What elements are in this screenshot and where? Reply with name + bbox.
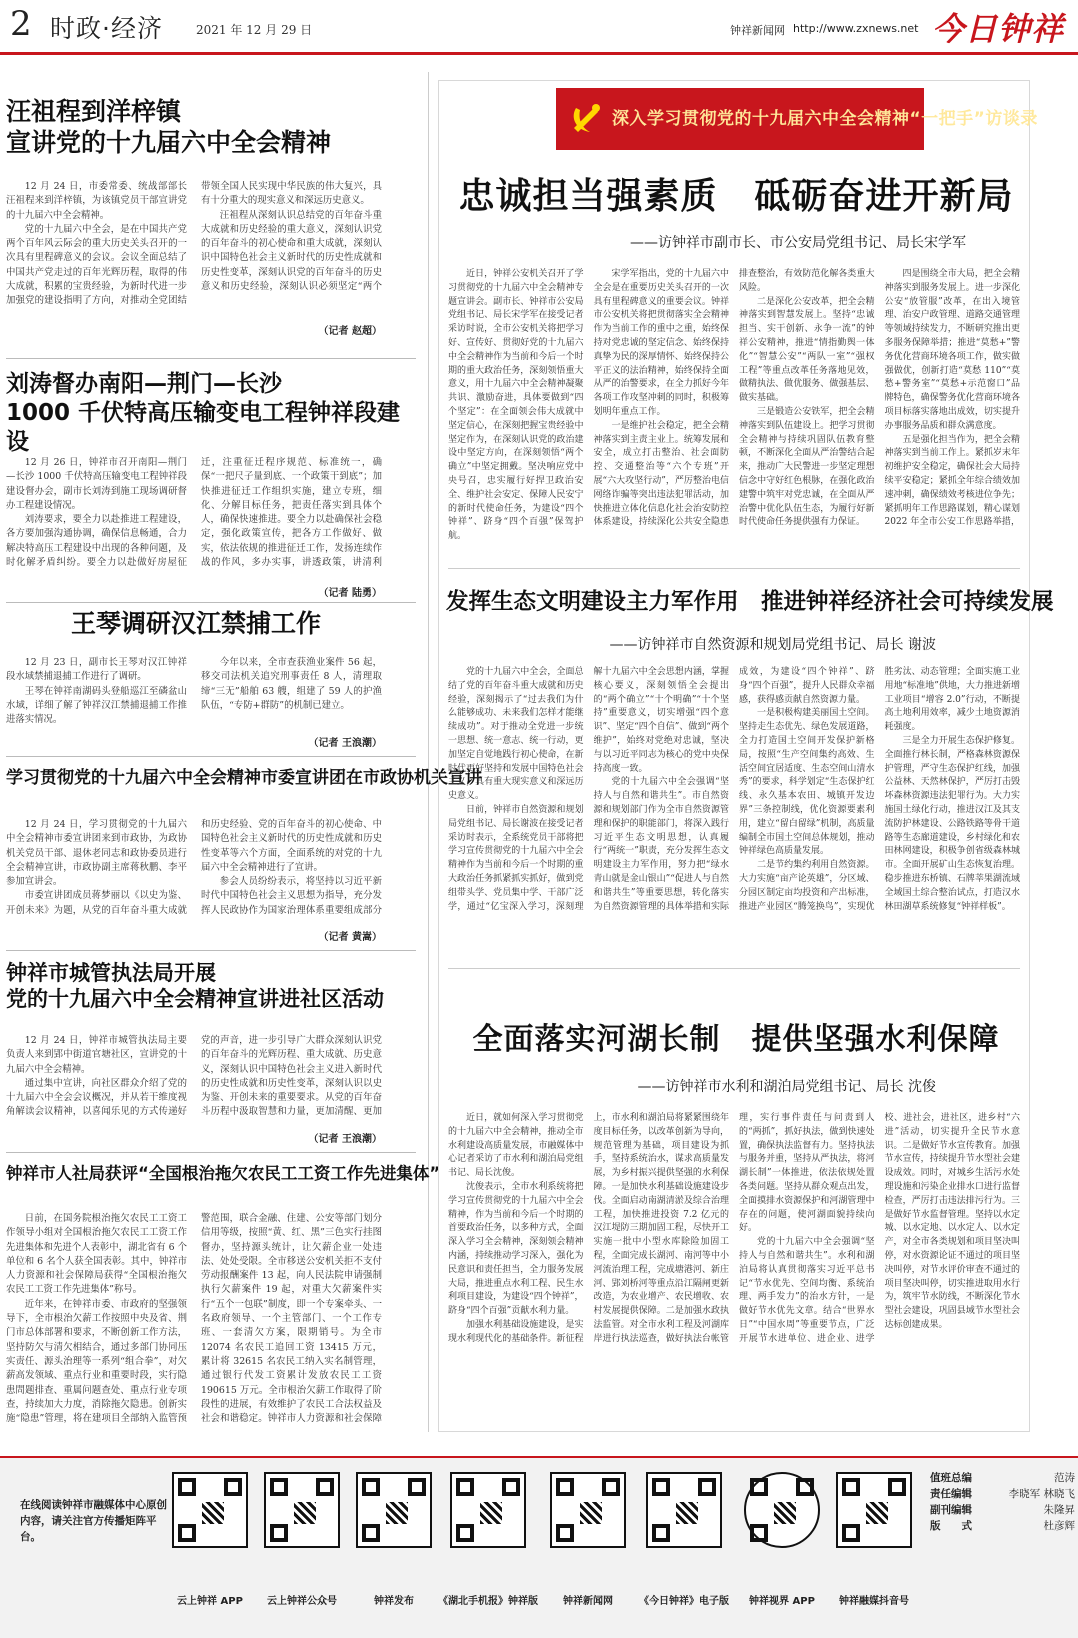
issue-date: 2021 年 12 月 29 日 xyxy=(196,23,313,37)
qr-code-icon[interactable] xyxy=(744,1472,820,1548)
paragraph: 日前，在国务院根治拖欠农民工工资工作领导小组对全国根治拖欠农民工工资工作先进集体和先进个人表彰中，湖北省有 6 个单位和 6 名个人获全国表彰。其中，钟祥市人力资源和社会保障局获得“全国根治拖欠农民工工资工作先进集体”称号。 xyxy=(6,1213,187,1296)
qr-code-icon[interactable] xyxy=(550,1472,626,1548)
credit-row xyxy=(930,1502,1075,1518)
paragraph: 加强水利基础设施建设，是实现水利现代化的基础条件。新征程上，市水利和湖泊局将紧紧围绕年度目标任务，以改革创新为导向，规范管理为基础，项目建设为抓手，坚持系统治水，谋求高质量发展，为乡村振兴提供坚强的水利保障。一是加快水利基础设施建设步伐。全面启动南湖清淤及综合治理工程，加快推进投资 7.2 亿元的汉江堤防三期加固工程，尽快开工实施一批中小型水库除险加固工程，全面完成长湖河、南河等中小河流治理工程，完成塘港河、新庄河、郢刘桥河等重点沿江隔闸更新改造，为农业增产、农民增收、农村发展提供保障。二是加强水政执法监管。对全市水利工程及河湖库岸进行执法巡查，做好执法台帐管理，实行事件责任与问责到人的“两抓”，抓好执法，做到快速处置，确保执法监督有力。坚持执法与服务并重，坚持从严执法，将河湖长制”一体推进，依法依规处置各类问题。坚持从群众观点出发，全面摸排水资源保护和河湖管理中存在的问题，使河湖面貌持续向好。 xyxy=(448,1113,875,1344)
credit-value: 朱隆昇 xyxy=(1043,1504,1075,1516)
article-4-body xyxy=(6,818,382,932)
article-1-title xyxy=(6,96,406,159)
qr-code-icon[interactable] xyxy=(646,1472,722,1548)
paragraph: 12 月 24 日，市委常委、统战部部长汪祖程来到洋梓镇，为该镇党员干部宣讲党的十九届六中全会精神。 xyxy=(6,181,187,221)
feature-3-title: 全面落实河湖长制 提供坚强水利保障 xyxy=(472,1022,1000,1057)
paragraph: 三是锻造公安铁军，把全会精神落实到队伍建设上。把学习贯彻全会精神与持续巩固队伍教育整顿，不断深化全面从严治警结合起来，推动广大民警进一步坚定理想信念中守好红色根脉，在强化政治建警中筑牢对党忠诚，在全面从严治警中优化队伍生态，为履行好新时代使命任务提供强有力保证。 xyxy=(739,406,875,528)
feature-3-subtitle: ——访钟祥市水利和湖泊局党组书记、局长 沈俊 xyxy=(637,1079,936,1095)
footer-note: 在线阅读钟祥市融媒体中心原创内容，请关注官方传播矩阵平台。 xyxy=(20,1499,167,1543)
article-1-body xyxy=(6,180,382,322)
article-3-body xyxy=(6,656,382,740)
article-1-title-line-2: 宣讲党的十九届六中全会精神 xyxy=(6,128,332,158)
paragraph: 宋学军指出，党的十九届六中全会是在重要历史关头召开的一次具有里程碑意义的重要会议。钟祥市公安机关将把贯彻落实全会精神作为当前工作的重中之重，始终保持对党忠诚的坚定信念、始终保持真挚为民的深厚情怀、始终保持公平正义的法治精神，始终保持全面从严的治警要求，在全力抓好今年各项工作攻坚冲刺的同时，积极筹划明年重点工作。 xyxy=(593,269,729,417)
feature-2-subtitle: ——访钟祥市自然资源和规划局党组书记、局长 谢波 xyxy=(609,637,936,653)
divider xyxy=(448,568,1020,569)
brand-logo: 今日钟祥 xyxy=(932,10,1065,48)
feature-1-body xyxy=(448,268,1020,550)
feature-1-subtitle: ——访钟祥市副市长、市公安局党组书记、局长宋学军 xyxy=(630,235,966,251)
article-5-title-line-1: 钟祥市城管执法局开展 xyxy=(6,961,216,985)
divider xyxy=(448,968,1020,969)
divider xyxy=(6,1152,416,1153)
party-emblem-icon xyxy=(566,98,606,138)
article-2-title xyxy=(6,370,406,456)
paragraph: 12 月 26 日，钟祥市召开南阳—荆门—长沙 1000 千伏特高压输变电工程钟祥段建设督办会，副市长刘涛到施工现场调研督办工程建设情况。 xyxy=(6,457,187,511)
qr-label: 云上钟祥 APP xyxy=(177,1596,243,1607)
credit-value: 范涛 xyxy=(1054,1472,1075,1484)
qr-code-icon[interactable] xyxy=(450,1472,526,1548)
credit-key: 副刊编辑 xyxy=(930,1504,972,1516)
divider xyxy=(6,358,416,359)
article-1-title-line-1: 汪祖程到洋梓镇 xyxy=(6,97,182,126)
qr-label: 《今日钟祥》电子版 xyxy=(639,1596,729,1607)
paragraph: 党的十九届六中全会，是在中国共产党两个百年风云际会的重大历史关头召开的一次具有里程碑意义的会议。会议全面总结了中国共产党走过的百年光辉历程，取得的伟大成就，积累的宝贵经验，为新时代进一步加强党的建设指明了方向，对推动全党团结带领全国人民实现中华民族的伟大复兴，具有十分重大的现实意义和深远历史意义。 xyxy=(6,181,382,307)
article-2-title-line-2: 1000 千伏特高压输变电工程钟祥段建设 xyxy=(6,399,401,455)
qr-code-icon[interactable] xyxy=(356,1472,432,1548)
article-2-title-line-1: 刘涛督办南阳—荆门—长沙 xyxy=(6,371,282,397)
footer xyxy=(0,1456,1078,1638)
paragraph: 刘涛要求，要全力以赴推进工程建设，各方要加强沟通协调，确保信息畅通，合力解决特高压工程建设中出现的各种问题，及时化解矛盾纠纷。要全力以赴做好房屋征迁，注重征迁程序规范、标准统一，确保“一把尺子量到底、一个政策干到底”；加快推进征迁工作组织实施，建立专班，细化、分解目标任务，把责任落实到具体个人，确保快速推进。要全力以赴确保社会稳定，强化政策宣传，把各方工作做好、做实，依法依规的推进征迁工作，发扬连续作战的作风，多办实事，讲透政策，讲清利 xyxy=(6,457,382,569)
feature-2-body xyxy=(448,666,1020,952)
paragraph: 市委宣讲团成员蒋梦丽以《以史为鉴、开创未来》为题，从党的百年奋斗重大成就和历史经验、党的百年奋斗的初心使命、中国特色社会主义新时代的历史性成就和历史性变革等六个方面，全面系统的对党的十九届六中全会精神进行了宣讲。 xyxy=(6,819,382,916)
paragraph: 王琴在钟祥南湖码头登船巡江至磷盆山水域，详细了解了钟祥汉江禁捕退捕工作推进落实情况。 xyxy=(6,685,187,726)
article-3-byline: （记者 王浪潮） xyxy=(308,738,382,749)
paragraph: 一是积极构建美丽国土空间。坚持走生态优先、绿色发展道路，全力打造国土空间开发保护新格局，按照“生产空间集约高效、生活空间宜居适度、生态空间山清水秀”的要求，科学划定“生态保护红线、永久基本农田、城镇开发边界”三条控制线，优化资源要素利用，建立“留白留绿”机制，高质量编制全市国土空间总体规划，推动钟祥绿色高质量发展。 xyxy=(739,708,875,857)
page-number: 2 xyxy=(10,4,32,44)
paragraph: 12 月 24 日，钟祥市城管执法局主要负责人来到郢中街道官塘社区，宣讲党的十九届六中全会精神。 xyxy=(6,1035,187,1075)
paragraph: 四是围绕全市大局，把全会精神落实到服务发展上。进一步深化公安“放管服”改革，在出入境管理、治安户政管理、道路交通管理等领域持续发力，不断研究推出更多服务保障举措；推进“莫愁+”警务优化营商环境各项工作，做实做强做优，创新打造“莫愁 110”“莫愁+警务室”“莫愁+示范窗口”品牌特色，确保警务优化营商环境各项目标落实落地出成效，切实提升办事服务品质和群众满意度。 xyxy=(884,269,1020,431)
article-3-title: 王琴调研汉江禁捕工作 xyxy=(70,609,321,638)
paragraph: 今年以来，全市查获渔业案件 56 起，移交司法机关追究刑事责任 8 人，清理取缔“三无”船舶 63 艘，组建了 59 人的护渔队伍，“专防+群防”的机制已建立。 xyxy=(201,657,382,711)
qr-code-icon[interactable] xyxy=(836,1472,912,1548)
credit-row xyxy=(930,1486,1075,1502)
paragraph: 二是节约集约利用自然资源。大力实施“亩产论英雄”，分区域、分园区制定亩均投资和产出标准，推进产业园区“腾笼换鸟”，实现优胜劣汰、动态管理；全面实施工业用地“标准地”供地，大力推进新增工业项目“增容 2.0”行动，不断提高土地利用效率，减少土地资源消耗强度。 xyxy=(739,667,1020,912)
qr-label: 钟祥新闻网 xyxy=(563,1596,613,1607)
credit-row xyxy=(930,1470,1075,1486)
divider xyxy=(6,950,416,951)
qr-label: 云上钟祥公众号 xyxy=(267,1596,337,1607)
column-divider xyxy=(428,72,429,1432)
qr-label: 《湖北手机报》钟祥版 xyxy=(438,1596,538,1607)
site-name: 钟祥新闻网 xyxy=(730,24,785,37)
qr-label: 钟祥视界 APP xyxy=(749,1596,815,1607)
paragraph: 参会人员纷纷表示，将坚持以习近平新时代中国特色社会主义思想为指导，充分发挥人民政协作为国家治理体系重要组成部分 xyxy=(201,876,382,916)
article-6-title: 钟祥市人社局获评“全国根治拖欠农民工工资工作先进集体” xyxy=(6,1164,441,1183)
credit-row xyxy=(930,1518,1075,1534)
paragraph: 党的十九届六中全会强调“坚持人与自然和谐共生”。水利和湖泊局将认真贯彻落实习近平总书记“节水优先、空间均衡、系统治理、两手发力”的治水方针，一是做好节水优先文章。结合“世界水日”“中国水周”等重要节点，广泛开展节水进单位、进企业、进学校、进社会，进社区，进乡村“六进”活动，切实提升全民节水意识。二是做好节水宣传教育。加强节水宣传，持续提升节水型社会建设成效。同时，对城乡生活污水处理设施和污染企业排水口进行监督检查，严厉打击违法排污行为。三是做好节水监督管理。坚持以水定城、以水定地、以水定人、以水定产，对全市各类规划和项目坚决叫停，对水资源论证不通过的项目坚决叫停，对节水评价审查不通过的项目坚决叫停，切实推进取用水行为，筑牢节水防线，不断深化节水型社会建设，巩固县域节水型社会达标创建成果。 xyxy=(739,1113,1020,1344)
paragraph: 一是维护社会稳定，把全会精神落实到主责主业上。统筹发展和安全，成立打击整治、社会面防控、交通整治等“六个专班”开展“六大攻坚行动”，严厉整治电信网络诈骗等突出违法犯罪活动，加快推进立体化信息化社会治安防控体系建设，持续深化公共安全隐患排查整治，有效防范化解各类重大风险。 xyxy=(593,269,875,528)
editorial-credits xyxy=(930,1470,1075,1534)
divider xyxy=(6,602,416,603)
paragraph: 近年来，在钟祥市委、市政府的坚强领导下，全市根治欠薪工作按照中央及省、荆门市总体部署和要求，不断创新工作方法，坚持防欠与清欠相结合，通过多部门协同压实责任、源头治理等一系列“组合拳”，对欠薪高发领域、重点行业和重要时段，实行隐患問题排查、重属问题查处、重点行业专项查，持续加大力度，消除拖欠隐患。创新实施“隐患”管理，将在建项目全部纳入监管预警范围，联合金融、住建、公安等部门划分信用等级，按照“黄、红、黑”三色实行挂图督办，坚持源头统计，让欠薪企业一处违法、处处受限。全市移送公安机关拒不支付劳动报酬案件 13 起，向人民法院申请强制执行欠薪案件 19 起，对重大欠薪案件实行“五个一包联”制度，即一个专案牵头、一名政府领导、一个主管部门、一个工作专班、一套清欠方案，限期销号。为全市 12074 名农民工追回工资 13415 万元，累计将 32615 名农民工纳入实名制管理，通过银行代发工资累计发放农民工工资 190615 万元。全市根治欠薪工作取得了阶段性的进展，有效维护了农民工合法权益及社会和谐稳定。钟祥市人力资源和社会保障 xyxy=(6,1213,382,1425)
article-5-body xyxy=(6,1034,382,1134)
article-4-title: 学习贯彻党的十九届六中全会精神市委宣讲团在市政协机关宣讲 xyxy=(6,768,482,788)
article-2-byline: （记者 陆勇） xyxy=(318,588,382,599)
paragraph: 通过集中宣讲，向社区群众介绍了党的十九届六中全会会议概况，并从若干维度视角解读会议精神，以喜闻乐见的方式传递好党的声音，进一步引导广大群众深刻认识党的百年奋斗的光辉历程、重大成就、历史意义，深刻认识中国特色社会主义进入新时代的历史性成就和历史性变革，深刻认识以史为鉴、开创未来的重要要求。从党的百年奋斗历程中汲取智慧和力量，更加清醒、更加 xyxy=(6,1035,382,1118)
credit-value: 杜彦辉 xyxy=(1043,1520,1075,1532)
feature-2-title: 发挥生态文明建设主力军作用 推进钟祥经济社会可持续发展 xyxy=(446,589,1054,615)
paragraph: 汪祖程从深刻认识总结党的百年奋斗重大成就和历史经验的重大意义，深刻认识党的百年奋斗的初心使命和重大成就，深刻认识中国特色社会主义新时代的历史性成就和历史性变革，深刻认识党的百年奋斗的历史意义和历史经验，深刻认识必须坚定“两个 xyxy=(201,209,382,293)
credit-key: 责任编辑 xyxy=(930,1488,972,1500)
section-title: 时政·经济 xyxy=(50,14,163,43)
feature-banner-text: 深入学习贯彻党的十九届六中全会精神“一把手”访谈录 xyxy=(612,109,1038,129)
feature-3-body xyxy=(448,1112,1020,1424)
qr-code-icon[interactable] xyxy=(264,1472,340,1548)
paragraph: 沈俊表示，全市水利系统将把学习宣传贯彻党的十九届六中全会精神，作为当前和今后一个时期的首要政治任务，以多种方式，全面深入学习全会精神，深刻领会精神内涵，持续推动学习深入，强化为民意识和责任担当，全力服务发展大局，推进重点水利工程、民生水利项目建设，为建设“四个钟祥”，跻身“四个百强”贡献水利力量。 xyxy=(448,1181,584,1317)
qr-label: 钟祥发布 xyxy=(374,1596,414,1607)
article-5-byline: （记者 王浪潮） xyxy=(308,1134,382,1145)
qr-label: 钟祥融媒抖音号 xyxy=(839,1596,909,1607)
paragraph: 党的十九届六中全会，全面总结了党的百年奋斗重大成就和历史经验，深刻揭示了“过去我们为什么能够成功、未来我们怎样才能继续成功”。对于推动全党进一步统一思想、统一意志、统一行动，更加坚定自觉地践行初心使命，在新时代更好坚持和发展中国特色社会主义，具有重大现实意义和深远历史意义。 xyxy=(448,667,584,802)
paragraph: 三是全力开展生态保护修复。全面推行林长制，严格森林资源保护管理，严守生态保护红线，加强公益林、天然林保护，严厉打击毁坏森林资源违法犯罪行为。大力实施国土绿化行动，推进汉江及其支流防护林建设、公路铁路等骨干道路等生态廊道建设，乡村绿化和农田林网建设，积极争创省级森林城市。全面开展矿山生态恢复治理。稳步推进东桥镇、石牌莘果湖流域全域国土综合整治试点，打造汉水林田湖草系统修复“钟祥样板”。 xyxy=(884,735,1020,912)
feature-1-title: 忠诚担当强素质 砥砺奋进开新局 xyxy=(458,176,1014,217)
credit-value: 李晓军 林晓飞 xyxy=(1008,1488,1075,1500)
article-4-byline: （记者 黄嵩） xyxy=(318,932,382,943)
article-5-title-line-2: 党的十九届六中全会精神宣讲进社区活动 xyxy=(6,987,384,1012)
article-1-byline: （记者 赵超） xyxy=(318,326,382,337)
paragraph: 12 月 23 日，副市长王琴对汉江钟祥段水域禁捕退捕工作进行了调研。 xyxy=(6,657,187,683)
qr-code-icon[interactable] xyxy=(172,1472,248,1548)
credit-key: 值班总编 xyxy=(930,1472,972,1484)
paragraph: 五是强化担当作为，把全会精神落实到当前工作上。紧抓岁末年初维护安全稳定，确保社会大局持续平安稳定；紧抓全年综合绩效加速冲刺，确保绩效考核进位争先；紧抓明年工作思路谋划，精心谋划 2022 年全市公安工作思路举措， xyxy=(884,434,1020,528)
article-2-body xyxy=(6,456,382,584)
credit-key: 版 式 xyxy=(930,1520,972,1532)
paragraph: 12 月 24 日，学习贯彻党的十九届六中全会精神市委宣讲团来到市政协，为政协机关党员干部、退休老同志和政协委员进行全会精神宣讲，市政协副主席蒋秋鹏、李平参加宣讲会。 xyxy=(6,819,187,888)
divider xyxy=(6,756,416,757)
site-url[interactable]: http://www.zxnews.net xyxy=(793,22,919,35)
article-6-body xyxy=(6,1212,382,1432)
paragraph: 党的十九届六中全会强调“坚持人与自然和谐共生”。市自然资源和规划部门作为全市自然资源管理和保护的职能部门，将深入践行习近平生态文明思想，认真履行“两统一”职责，充分发挥生态文明建设主力军作用，努力把“绿水青山就是金山银山”“促进人与自然和谐共生”等重要思想，转化落实为自然资源管理的具体举措和实际成效，为建设“四个钟祥”、跻身“四个百强”，提升人民群众幸福感，获得感贡献自然资源力量。 xyxy=(593,667,875,912)
paragraph: 近日，就如何深入学习贯彻党的十九届六中全会精神，推动全市水利建设高质量发展，市融媒体中心记者采访了市水利和湖泊局党组书记、局长沈俊。 xyxy=(448,1113,584,1179)
paragraph: 二是深化公安改革，把全会精神落实到智慧发展上。坚持“忠诚担当、实干创新、永争一流”的钟祥公安精神，推进“情指勤舆一体化”“智慧公安”“两队一室”“强权工程”等重点改革任务落地见效，做精执法、做优服务、做强基层、做实基础。 xyxy=(739,296,875,404)
article-5-title xyxy=(6,960,406,1013)
paragraph: 日前，钟祥市自然资源和规划局党组书记、局长谢波在接受记者采访时表示，全系统党员干部将把学习宣传贯彻党的十九届六中全会精神作为当前和今后一个时期的重大政治任务抓紧抓实抓好，做到党组带头学、党员集中学、干部广泛学，通过“亿宝深入学习，深刻理解十九届六中全会思想内涵，掌握核心要义，深刻领悟全会提出的“两个确立”“十个明确”“十个坚持”重要意义，切实增强“四个意识”、坚定“四个自信”、做到“两个维护”，始终对党绝对忠诚，坚决与以习近平同志为核心的党中央保持高度一致。 xyxy=(448,667,729,912)
paragraph: 近日，钟祥公安机关召开了学习贯彻党的十九届六中全会精神专题宣讲会。副市长、钟祥市公安局党组书记、局长宋学军在接受记者采访时说，全市公安机关将把学习好、宣传好、贯彻好党的十九届六中全会精神作为当前和今后一个时期的重大政治任务，深刻领悟重大意义，用十九届六中全会精神凝聚共识、激励奋进，具体要做到“四个坚定”：在全面领会伟大成就中坚定信心，在深刻把握宝贵经验中坚定作为，在深刻认识党的政治建设中坚定方向，在深刻领悟“两个确立”中坚定拥戴。坚决响应党中央号召，忠实履行好捍卫政治安全、维护社会安定、保障人民安宁的新时代使命任务，为建设“四个钟祥”、跻身“四个百强”保驾护航。 xyxy=(448,269,584,542)
